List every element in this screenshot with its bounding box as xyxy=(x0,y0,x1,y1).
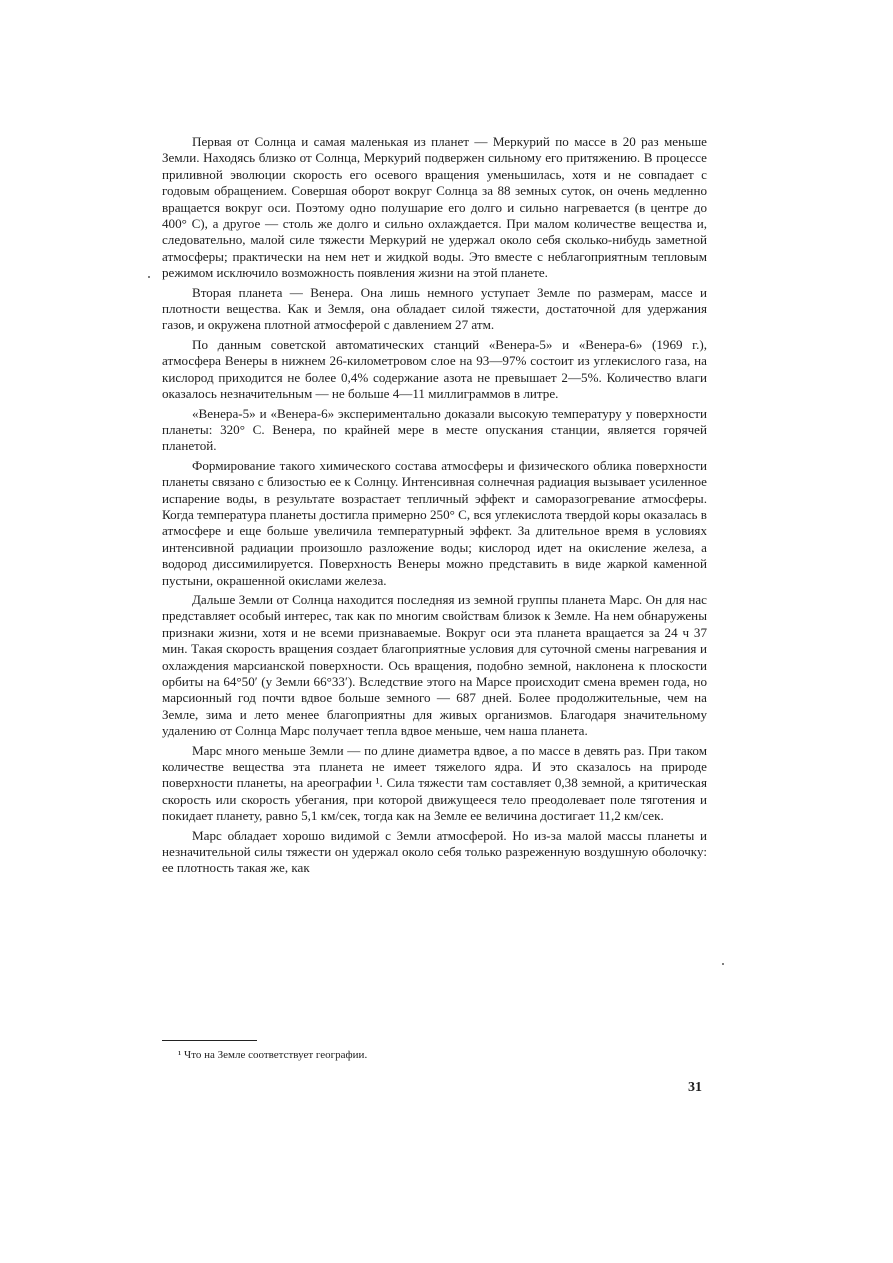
page-number: 31 xyxy=(688,1080,702,1095)
paragraph-mars-atmosphere: Марс обладает хорошо видимой с Земли атмосферой. Но из-за малой массы планеты и незначительной силы тяжести он удержал около себя только разреженную воздушную оболочку: ее плотность такая же, как xyxy=(162,827,707,876)
paragraph-venus-atmosphere-formation: Формирование такого химического состава атмосферы и физического облика поверхности планеты связано с близостью ее к Солнцу. Интенсивная солнечная радиация вызывает усиленное испарение воды, в результате возрастает тепличный эффект и саморазогревание атмосферы. Когда температура планеты достигла примерно 250° С, вся углекислота твердой коры оказалась в атмосфере и еще больше увеличила температурный эффект. За длительное время в условиях интенсивной радиации произошло разложение воды; кислород идет на окисление железа, а водород диссимилируется. Поверхность Венеры можно представить в виде жаркой каменной пустыни, окрашенной окислами железа. xyxy=(162,457,707,588)
footnote-divider xyxy=(162,1040,257,1041)
scan-speck xyxy=(722,963,724,965)
page-body xyxy=(162,134,707,880)
paragraph-venus-temperature: «Венера-5» и «Венера-6» экспериментально доказали высокую температуру у поверхности планеты: 320° С. Венера, по крайней мере в месте опускания станции, является горячей планетой. xyxy=(162,405,707,454)
paragraph-venera-stations: По данным советской автоматических станций «Венера-5» и «Венера-6» (1969 г.), атмосфера Венеры в нижнем 26-километровом слое на 93—97% состоит из углекислого газа, на кислород приходится не более 0,4% содержание азота не превышает 2—5%. Количество влаги оказалось незначительным — не больше 4—11 миллиграммов в литре. xyxy=(162,336,707,402)
paragraph-mars-intro: Дальше Земли от Солнца находится последняя из земной группы планета Марс. Он для нас представляет особый интерес, так как по многим свойствам близок к Земле. На нем обнаружены признаки жизни, хотя и не всеми признаваемые. Вокруг оси эта планета вращается за 24 ч 37 мин. Такая скорость вращения создает благоприятные условия для суточной смены нагревания и охлаждения марсианской поверхности. Ось вращения, подобно земной, наклонена к плоскости орбиты на 64°50′ (у Земли 66°33′). Вследствие этого на Марсе происходит смена времен года, но марсионный год почти вдвое больше земного — 687 дней. Более продолжительные, чем на Земле, зима и лето менее благоприятны для живых организмов. Благодаря значительному удалению от Солнца Марс получает тепла вдвое меньше, чем наша планета. xyxy=(162,591,707,739)
footnote: ¹ Что на Земле соответствует географии. xyxy=(178,1049,368,1061)
scan-speck xyxy=(148,276,150,278)
paragraph-mercury: Первая от Солнца и самая маленькая из планет — Меркурий по массе в 20 раз меньше Земли. Находясь близко от Солнца, Меркурий подвержен сильному его притяжению. В процессе приливной эволюции скорость его осевого вращения уменьшилась, хотя и не совпадает с годовым обращением. Совершая оборот вокруг Солнца за 88 земных суток, он очень медленно вращается вокруг оси. Поэтому одно полушарие его долго и сильно нагревается (в центре до 400° С), а другое — столь же долго и сильно охлаждается. При малом количестве вещества и, следовательно, малой силе тяжести Меркурий не удержал около себя сколько-нибудь заметной атмосферы; практически на нем нет и жидкой воды. Это вместе с неблагоприятным тепловым режимом исключило возможность появления жизни на этой планете. xyxy=(162,134,707,281)
paragraph-venus-intro: Вторая планета — Венера. Она лишь немного уступает Земле по размерам, массе и плотности вещества. Как и Земля, она обладает силой тяжести, достаточной для удержания газов, и окружена плотной атмосферой с давлением 27 атм. xyxy=(162,284,707,333)
paragraph-mars-size: Марс много меньше Земли — по длине диаметра вдвое, а по массе в девять раз. При таком количестве вещества эта планета не имеет тяжелого ядра. И это сказалось на природе поверхности планеты, на ареографии ¹. Сила тяжести там составляет 0,38 земной, а критическая скорость или скорость убегания, при которой движущееся тело преодолевает поле тяготения и покидает планету, равно 5,1 км/сек, тогда как на Земле ее величина достигает 11,2 км/сек. xyxy=(162,742,707,824)
